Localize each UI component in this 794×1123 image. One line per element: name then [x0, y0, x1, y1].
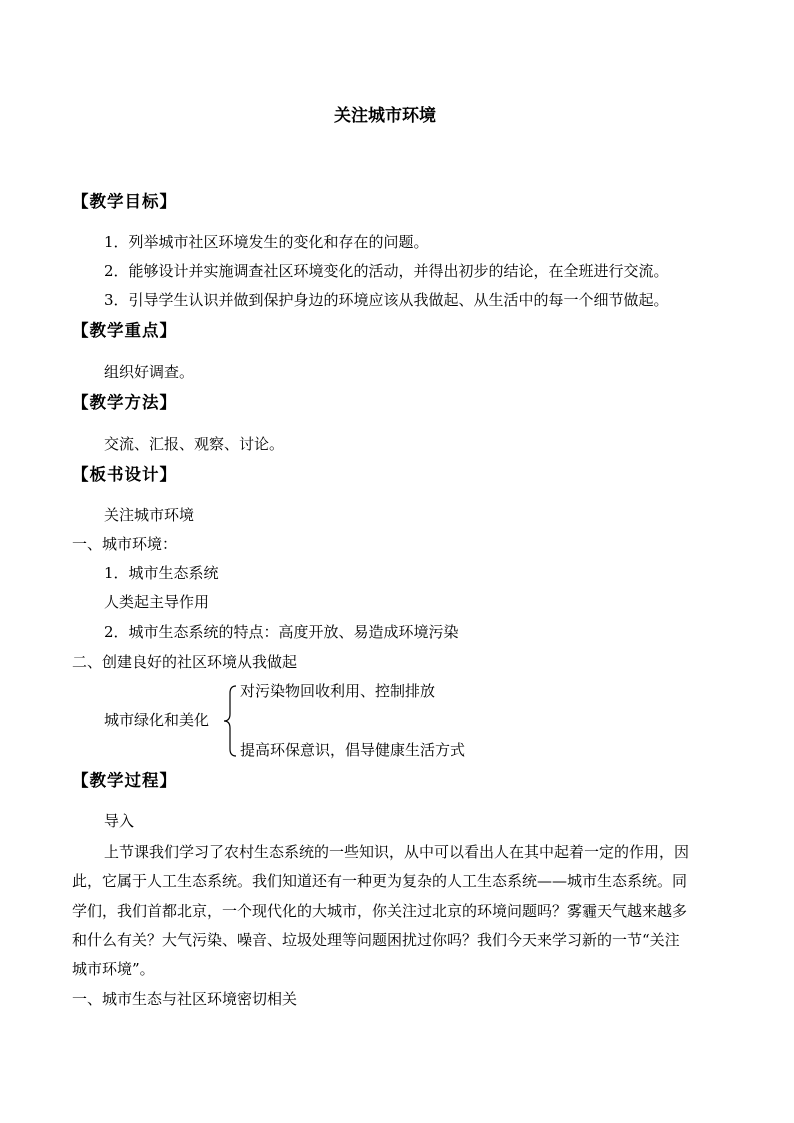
board-section-1-item-2: 2．城市生态系统的特点：高度开放、易造成环境污染: [104, 623, 459, 641]
goal-item: 2．能够设计并实施调查社区环境变化的活动，并得出初步的结论，在全班进行交流。: [104, 262, 669, 280]
goal-item: 1．列举城市社区环境发生的变化和存在的问题。: [104, 233, 429, 251]
paragraph-line: 和什么有关？大气污染、噪音、垃圾处理等问题困扰过你吗？我们今天来学习新的一节“关注: [72, 931, 680, 949]
board-section-1-item-1: 1．城市生态系统: [104, 564, 219, 582]
page-title: 关注城市环境: [334, 106, 436, 126]
method-text: 交流、汇报、观察、讨论。: [104, 435, 285, 453]
board-heading: 【板书设计】: [72, 465, 177, 484]
board-section-1-note: 人类起主导作用: [104, 593, 210, 611]
goals-heading: 【教学目标】: [72, 192, 177, 211]
process-heading: 【教学过程】: [72, 771, 177, 790]
board-section-1: 一、城市环境：: [72, 535, 178, 553]
paragraph-line: 上节课我们学习了农村生态系统的一些知识，从中可以看出人在其中起着一定的作用，因: [104, 843, 690, 861]
paragraph-line: 城市环境”。: [72, 960, 155, 978]
goal-item: 3．引导学生认识并做到保护身边的环境应该从我做起、从生活中的每一个细节做起。: [104, 291, 669, 309]
board-title: 关注城市环境: [104, 506, 195, 524]
process-section-1: 一、城市生态与社区环境密切相关: [72, 990, 298, 1008]
paragraph-line: 学们，我们首都北京，一个现代化的大城市，你关注过北京的环境问题吗？雾霾天气越来越多: [72, 902, 688, 920]
curly-brace-icon: [222, 684, 238, 758]
board-section-2: 二、创建良好的社区环境从我做起: [72, 653, 298, 671]
brace-bottom-item: 提高环保意识，倡导健康生活方式: [240, 741, 466, 759]
intro-label: 导入: [104, 812, 135, 830]
key-point-heading: 【教学重点】: [72, 321, 177, 340]
brace-top-item: 对污染物回收利用、控制排放: [240, 682, 436, 700]
brace-label: 城市绿化和美化: [104, 711, 210, 729]
key-point-text: 组织好调查。: [104, 363, 195, 381]
paragraph-line: 此，它属于人工生态系统。我们知道还有一种更为复杂的人工生态系统——城市生态系统。同: [72, 872, 688, 890]
method-heading: 【教学方法】: [72, 393, 177, 412]
